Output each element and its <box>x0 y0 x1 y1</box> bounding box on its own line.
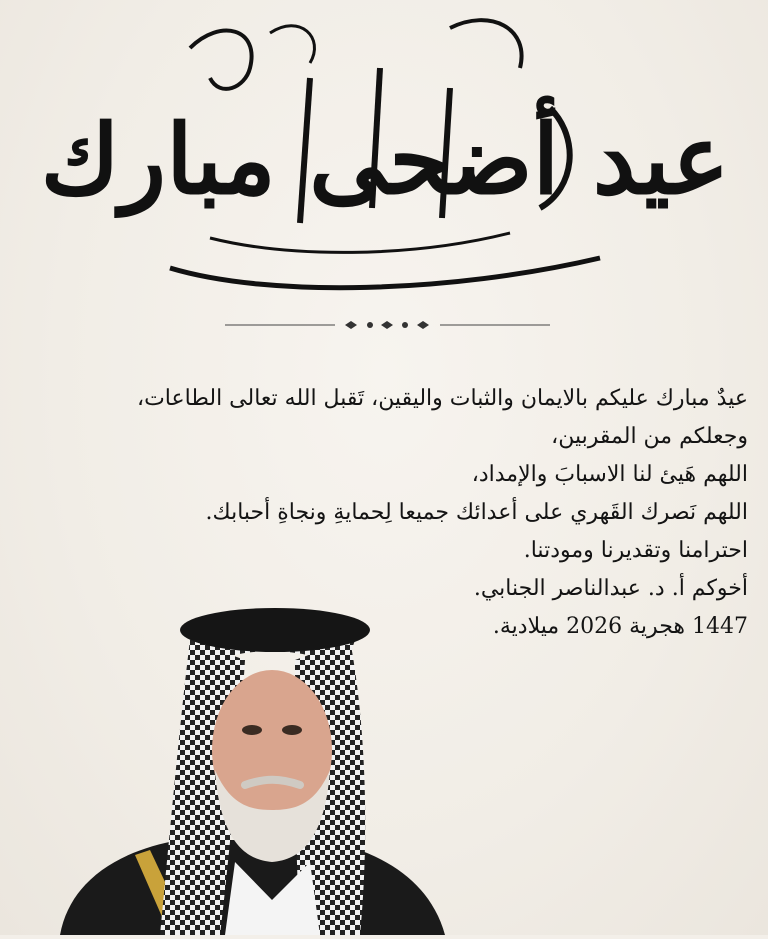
greeting-line: وجعلكم من المقربين، <box>551 424 748 449</box>
portrait-photo <box>30 600 470 935</box>
greeting-line: عيدٌ مبارك عليكم بالايمان والثبات واليقين، تَقبل الله تعالى الطاعات، <box>136 386 748 411</box>
greeting-line: احترامنا وتقديرنا ومودتنا. <box>523 538 748 563</box>
calligraphy-title <box>40 8 730 303</box>
date-line: 1447 هجرية 2026 ميلادية. <box>492 614 748 639</box>
man-portrait-image <box>30 600 470 935</box>
signature-line: أخوكم أ. د. عبدالناصر الجنابي. <box>473 576 748 601</box>
title-text: عيد أضحى مبارك <box>40 103 730 216</box>
greeting-line: اللهم نَصرك القَهري على أعدائك جميعا لِحمايةِ ونجاةِ أحبابك. <box>205 500 748 525</box>
calligraphy-art <box>40 8 730 303</box>
ornament-divider <box>225 315 550 335</box>
greeting-line: اللهم هَيئ لنا الاسبابَ والإمداد، <box>471 462 748 487</box>
